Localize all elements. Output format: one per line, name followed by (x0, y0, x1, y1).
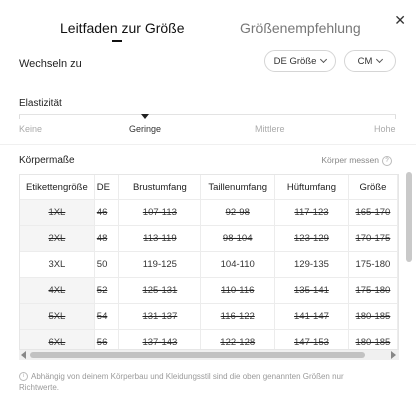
table-cell: 50 (94, 252, 119, 278)
table-cell: 122-128 (201, 330, 275, 351)
scroll-left-arrow-icon[interactable] (21, 351, 26, 359)
vertical-scrollbar-thumb[interactable] (406, 172, 412, 262)
unit-dropdown[interactable] (344, 50, 396, 72)
elasticity-option-high: Hohe (374, 124, 396, 134)
table-cell: 135-141 (275, 278, 349, 304)
switch-label: Wechseln zu (19, 58, 82, 70)
horizontal-scrollbar-thumb[interactable] (30, 352, 365, 358)
table-cell: 125-131 (119, 278, 201, 304)
table-cell: 116-122 (201, 304, 275, 330)
table-cell: 175-180 (348, 278, 397, 304)
table-cell: 131-137 (119, 304, 201, 330)
elasticity-scale (19, 114, 396, 115)
size-footnote (19, 371, 364, 393)
body-measurements-label: Körpermaße (19, 155, 75, 166)
close-icon[interactable]: ✕ (394, 12, 406, 28)
table-cell: 46 (94, 200, 119, 226)
tab-active-indicator (112, 40, 122, 42)
table-row (20, 278, 398, 304)
table-row (20, 226, 398, 252)
table-cell: 2XL (20, 226, 94, 252)
table-cell: 6XL (20, 330, 94, 351)
size-system-dropdown[interactable] (264, 50, 336, 72)
table-cell: 3XL (20, 252, 94, 278)
chevron-down-icon (376, 56, 383, 63)
table-cell: 123-129 (275, 226, 349, 252)
table-cell: 1XL (20, 200, 94, 226)
table-row (20, 304, 398, 330)
size-table[interactable] (19, 174, 399, 350)
footnote-text: Abhängig von deinem Körperbau und Kleidungsstil sind die oben genannten Größen nur Richtwerte. (19, 372, 344, 392)
table-cell: 119-125 (119, 252, 201, 278)
table-row (20, 330, 398, 351)
table-row (20, 200, 398, 226)
elasticity-option-medium: Mittlere (255, 124, 285, 134)
table-cell: 175-180 (348, 252, 397, 278)
table-cell: 4XL (20, 278, 94, 304)
tab-size-recommendation[interactable]: Größenempfehlung (240, 20, 361, 36)
elasticity-label: Elastizität (19, 98, 62, 109)
table-cell: 104-110 (201, 252, 275, 278)
table-cell: 107-113 (119, 200, 201, 226)
table-cell: 48 (94, 226, 119, 252)
col-header-height: Größe (348, 175, 397, 200)
table-cell: 141-147 (275, 304, 349, 330)
chevron-down-icon (320, 56, 327, 63)
table-cell: 113-119 (119, 226, 201, 252)
table-cell: 52 (94, 278, 119, 304)
elasticity-tick (19, 115, 20, 119)
table-cell: 129-135 (275, 252, 349, 278)
tab-size-guide[interactable]: Leitfaden zur Größe (60, 20, 185, 36)
table-cell: 165-170 (348, 200, 397, 226)
table-header-row (20, 175, 398, 200)
table-row-available (20, 252, 398, 278)
size-system-value: DE Größe (273, 56, 317, 67)
col-header-chest: Brustumfang (119, 175, 201, 200)
help-icon: ? (382, 156, 392, 166)
unit-value: CM (357, 56, 373, 67)
col-header-label-size: Etikettengröße (20, 175, 94, 200)
col-header-waist: Taillenumfang (201, 175, 275, 200)
table-cell: 180-185 (348, 330, 397, 351)
elasticity-marker-icon (141, 114, 149, 119)
scroll-right-arrow-icon[interactable] (391, 351, 396, 359)
elasticity-option-low: Geringe (129, 124, 162, 134)
col-header-de: DE (94, 175, 119, 200)
table-cell: 54 (94, 304, 119, 330)
measure-body-link[interactable] (321, 155, 392, 166)
table-cell: 56 (94, 330, 119, 351)
size-table-grid (20, 175, 398, 350)
table-cell: 98-104 (201, 226, 275, 252)
elasticity-option-none: Keine (19, 124, 43, 134)
table-cell: 180-185 (348, 304, 397, 330)
info-icon: i (19, 372, 28, 381)
table-cell: 147-153 (275, 330, 349, 351)
divider (0, 144, 416, 145)
table-cell: 92-98 (201, 200, 275, 226)
elasticity-tick (395, 115, 396, 119)
col-header-hip: Hüftumfang (275, 175, 349, 200)
table-cell: 5XL (20, 304, 94, 330)
table-cell: 117-123 (275, 200, 349, 226)
table-cell: 170-175 (348, 226, 397, 252)
measure-body-label: Körper messen (321, 155, 379, 165)
table-cell: 110-116 (201, 278, 275, 304)
table-cell: 137-143 (119, 330, 201, 351)
